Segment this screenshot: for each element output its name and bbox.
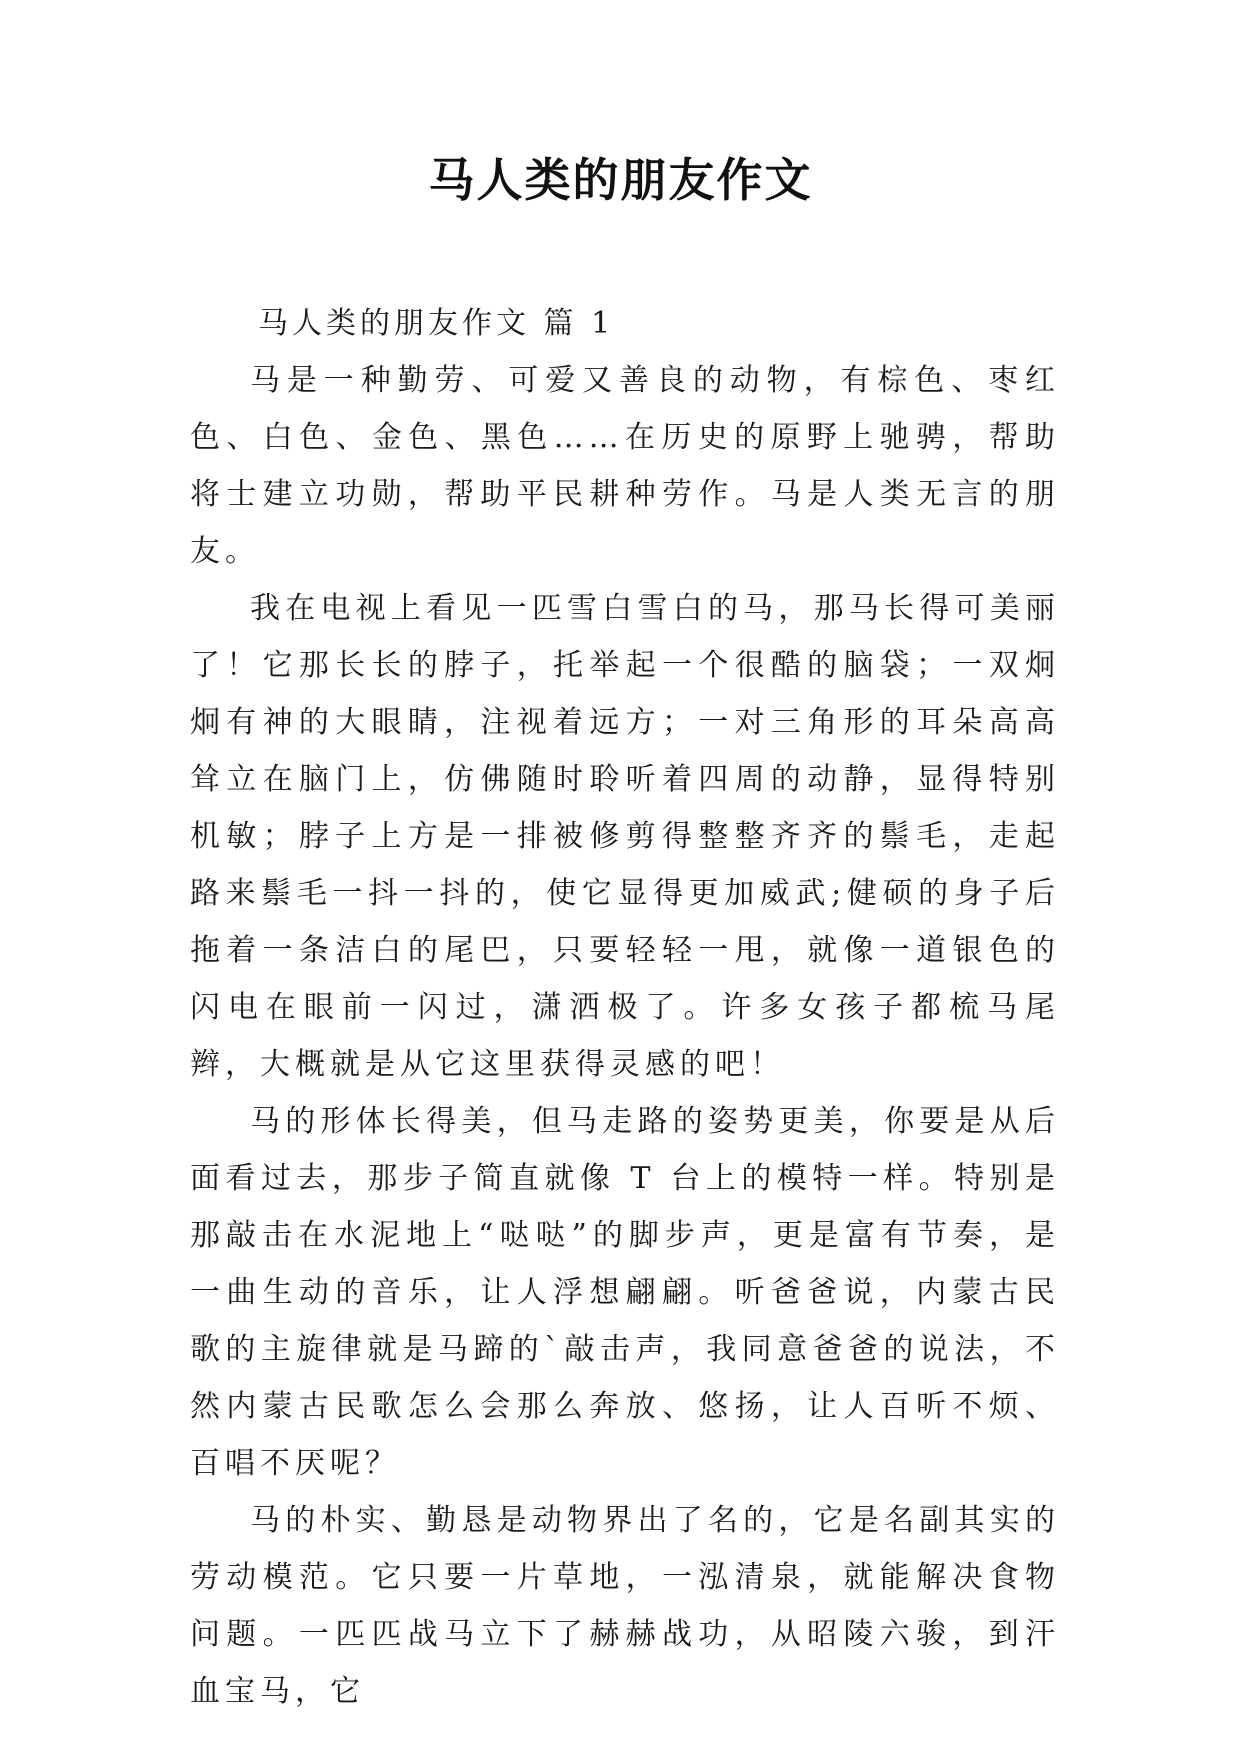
- paragraph-3: 马的形体长得美，但马走路的姿势更美，你要是从后面看过去，那步子简直就像 T 台上的模特一样。特别是那敲击在水泥地上“哒哒”的脚步声，更是富有节奏，是一曲生动的音乐，让人浮想翩翩。听爸爸说，内蒙古民歌的主旋律就是马蹄的`敲击声，我同意爸爸的说法，不然内蒙古民歌怎么会那么奔放、悠扬，让人百听不烦、百唱不厌呢？: [190, 1104, 1060, 1481]
- paragraph-4: 马的朴实、勤恳是动物界出了名的，它是名副其实的劳动模范。它只要一片草地，一泓清泉，就能解决食物问题。一匹匹战马立下了赫赫战功，从昭陵六骏，到汗血宝马，它: [190, 1503, 1060, 1709]
- paragraph-1: 马是一种勤劳、可爱又善良的动物，有棕色、枣红色、白色、金色、黑色……在历史的原野上驰骋，帮助将士建立功勋，帮助平民耕种劳作。马是人类无言的朋友。: [190, 363, 1060, 569]
- document-title: 马人类的朋友作文: [428, 153, 813, 207]
- document-body: [190, 295, 1060, 1720]
- section-heading: 马人类的朋友作文 篇 1: [258, 306, 615, 341]
- paragraph-2: 我在电视上看见一匹雪白雪白的马，那马长得可美丽了！它那长长的脖子，托举起一个很酷的脑袋；一双炯炯有神的大眼睛，注视着远方；一对三角形的耳朵高高耸立在脑门上，仿佛随时聆听着四周的动静，显得特别机敏；脖子上方是一排被修剪得整整齐齐的鬃毛，走起路来鬃毛一抖一抖的，使它显得更加威武;健硕的身子后拖着一条洁白的尾巴，只要轻轻一甩，就像一道银色的闪电在眼前一闪过，潇洒极了。许多女孩子都梳马尾辫，大概就是从它这里获得灵感的吧！: [190, 591, 1060, 1082]
